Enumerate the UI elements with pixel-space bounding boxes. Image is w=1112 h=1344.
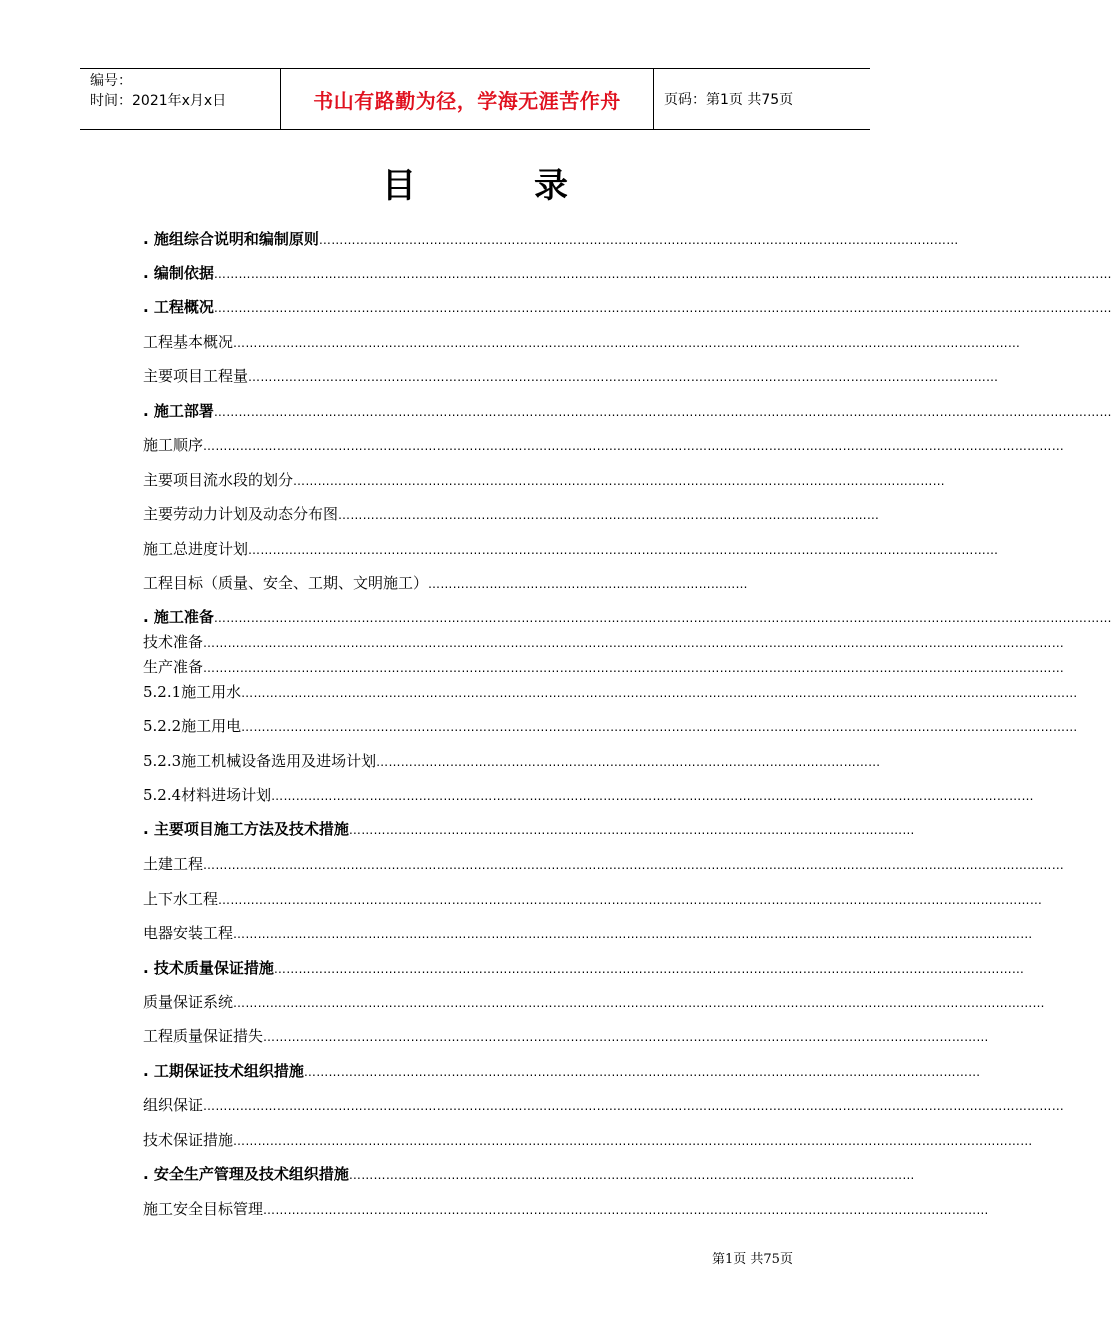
toc-entry bbox=[143, 1094, 1065, 1115]
toc-dot-leader: ………………………………………………………………………………………………………………………………………………………………… bbox=[248, 543, 999, 557]
toc-entry-label: . 工期保证技术组织措施 bbox=[143, 1062, 304, 1080]
toc-dot-leader: ………………………………………………………………………………………………………………………………………………………………………………………………… bbox=[213, 267, 1112, 281]
toc-dot-leader: …………………………………………………………………………………………………………………………………………………………………………………… bbox=[241, 686, 1078, 700]
toc-entry-label: 工程基本概况 bbox=[143, 333, 234, 351]
toc-dot-leader: ………………………………………………………………………………………………………………………………………………………………… bbox=[248, 370, 999, 384]
toc-entry bbox=[143, 331, 1021, 352]
toc-entry bbox=[143, 922, 1033, 943]
toc-entry bbox=[143, 503, 880, 524]
motto-text: 书山有路勤为径，学海无涯苦作舟 bbox=[313, 88, 621, 113]
toc-entry-label: . 工程概况 bbox=[143, 298, 214, 316]
toc-entry bbox=[143, 228, 959, 249]
toc-entry-label: 施工顺序 bbox=[143, 436, 204, 454]
toc-entry bbox=[143, 469, 945, 490]
toc-entry bbox=[143, 296, 1112, 317]
toc-entry bbox=[143, 750, 881, 771]
toc-entry bbox=[143, 853, 1065, 874]
toc-entry-label: 生产准备 bbox=[143, 658, 204, 676]
toc-dot-leader: ………………………………………………………………………………………………………………………………………………………………… bbox=[273, 962, 1025, 976]
toc-entry-label: 主要项目流水段的划分 bbox=[143, 471, 294, 489]
toc-entry-label: 5.2.2施工用电 bbox=[143, 717, 242, 735]
toc-entry bbox=[143, 784, 1034, 805]
toc-entry-label: 电器安装工程 bbox=[143, 924, 234, 942]
number-label: 编号： bbox=[90, 73, 132, 89]
toc-dot-leader: ………………………………………………………………………………………………………………………………………………………………………………………………… bbox=[213, 611, 1112, 625]
toc-entry-label: . 主要项目施工方法及技术措施 bbox=[143, 820, 349, 838]
toc-entry bbox=[143, 631, 1065, 652]
toc-dot-leader: ………………………………………………………………………………………………………………………………………………………………………………………… bbox=[203, 661, 1065, 675]
toc-entry-label: . 编制依据 bbox=[143, 264, 214, 282]
toc-dot-leader: ………………………………………………………………………………………………………………………………………………………………………………………………… bbox=[213, 405, 1112, 419]
toc-entry bbox=[143, 818, 915, 839]
title-part-2: 录 bbox=[534, 166, 568, 206]
toc-entry-label: 技术准备 bbox=[143, 633, 204, 651]
toc-dot-leader: …………………………………………………………………………………………………………… bbox=[376, 755, 881, 769]
toc-entry bbox=[143, 1025, 989, 1046]
time-label: 时间：2021年x月x日 bbox=[90, 93, 227, 109]
toc-entry bbox=[143, 538, 999, 559]
page-footer: 第1页 共75页 bbox=[712, 1252, 793, 1267]
toc-entry-label: 施工安全目标管理 bbox=[143, 1200, 264, 1218]
toc-dot-leader: ………………………………………………………………………………………………………………………… bbox=[348, 823, 915, 837]
toc-entry-label: 组织保证 bbox=[143, 1096, 204, 1114]
toc-entry bbox=[143, 957, 1025, 978]
toc-dot-leader: …………………………………………………………………………………………………………………… bbox=[338, 508, 880, 522]
toc-entry bbox=[143, 572, 748, 593]
toc-entry-label: 工程目标（质量、安全、工期、文明施工） bbox=[143, 574, 429, 592]
toc-entry-label: 技术保证措施 bbox=[143, 1131, 234, 1149]
toc-dot-leader: ………………………………………………………………………………………………………………………………………………………………………………………………… bbox=[213, 301, 1112, 315]
toc-entry-label: 5.2.3施工机械设备选用及进场计划 bbox=[143, 752, 377, 770]
toc-entry bbox=[143, 262, 1112, 283]
toc-entry-label: 施工总进度计划 bbox=[143, 540, 249, 558]
toc-entry-label: 主要项目工程量 bbox=[143, 367, 249, 385]
toc-dot-leader: …………………………………………………………………………………………………………………………………………………………………………………… bbox=[241, 720, 1078, 734]
toc-dot-leader: …………………………………………………………………………………………………………………………………………………………………………… bbox=[233, 927, 1033, 941]
toc-entry bbox=[143, 1198, 989, 1219]
toc-dot-leader: ………………………………………………………………………………………………………………………………………………………………………………… bbox=[218, 893, 1043, 907]
page-info-text: 页码：第1页 共75页 bbox=[664, 92, 794, 108]
toc-dot-leader: …………………………………………………………………………………………………………………………………………………………… bbox=[263, 1030, 989, 1044]
toc-entry bbox=[143, 715, 1078, 736]
toc-entry bbox=[143, 1129, 1033, 1150]
toc-dot-leader: ………………………………………………………………………………………………………………………… bbox=[348, 1168, 915, 1182]
toc-dot-leader: …………………………………………………………………………………………………………………………………………………………………… bbox=[271, 789, 1034, 803]
toc-entry-label: 工程质量保证措失 bbox=[143, 1027, 264, 1045]
toc-dot-leader: …………………………………………………………………………………………………………………………………………………………………………… bbox=[233, 1134, 1033, 1148]
toc-entry bbox=[143, 1163, 915, 1184]
toc-entry-label: 主要劳动力计划及动态分布图 bbox=[143, 505, 339, 523]
toc-entry bbox=[143, 606, 1112, 627]
toc-entry bbox=[143, 1060, 981, 1081]
toc-dot-leader: ………………………………………………………………………………………………………………………………………………………………………………………… bbox=[203, 439, 1065, 453]
toc-dot-leader: ………………………………………………………………………………………………………………………………………………………………………… bbox=[233, 336, 1021, 350]
toc-dot-leader: …………………………………………………………………… bbox=[428, 577, 748, 591]
toc-entry-label: . 施工部署 bbox=[143, 402, 214, 420]
toc-dot-leader: ………………………………………………………………………………………………………………………………………………………………………………………… bbox=[203, 1099, 1065, 1113]
toc-entry bbox=[143, 681, 1078, 702]
toc-dot-leader: ……………………………………………………………………………………………………………………………………………………………………………… bbox=[233, 996, 1045, 1010]
toc-dot-leader: …………………………………………………………………………………………………………………………………………………………… bbox=[263, 1203, 989, 1217]
toc-entry bbox=[143, 888, 1043, 909]
toc-dot-leader: ………………………………………………………………………………………………………………………………………………… bbox=[303, 1065, 981, 1079]
toc-entry-label: . 安全生产管理及技术组织措施 bbox=[143, 1165, 349, 1183]
toc-entry-label: . 施组综合说明和编制原则 bbox=[143, 230, 319, 248]
toc-entry bbox=[143, 991, 1045, 1012]
toc-entry bbox=[143, 434, 1065, 455]
toc-entry bbox=[143, 400, 1112, 421]
toc-entry-label: 上下水工程 bbox=[143, 890, 219, 908]
toc-dot-leader: ………………………………………………………………………………………………………………………………………… bbox=[318, 233, 959, 247]
toc-entry-label: . 施工准备 bbox=[143, 608, 214, 626]
title-part-1: 目 bbox=[382, 166, 416, 206]
toc-dot-leader: ………………………………………………………………………………………………………………………………………………………………………………………… bbox=[203, 858, 1065, 872]
toc-entry bbox=[143, 656, 1065, 677]
toc-entry-label: . 技术质量保证措施 bbox=[143, 959, 274, 977]
toc-entry-label: 5.2.4材料进场计划 bbox=[143, 786, 272, 804]
toc-dot-leader: ………………………………………………………………………………………………………………………………………………………………………………………… bbox=[203, 636, 1065, 650]
toc-entry-label: 5.2.1施工用水 bbox=[143, 683, 242, 701]
toc-entry-label: 土建工程 bbox=[143, 855, 204, 873]
toc-entry bbox=[143, 365, 999, 386]
toc-entry-label: 质量保证系统 bbox=[143, 993, 234, 1011]
toc-dot-leader: …………………………………………………………………………………………………………………………………………… bbox=[293, 474, 945, 488]
